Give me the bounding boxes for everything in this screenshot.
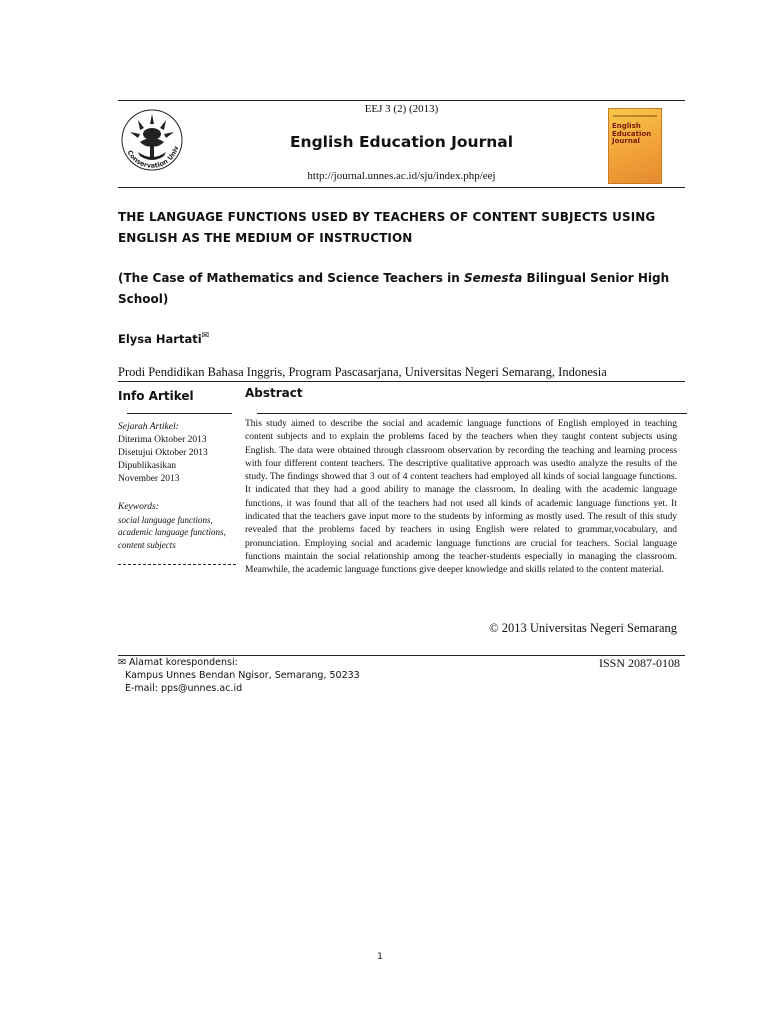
journal-issue: EEJ 3 (2) (2013)	[364, 103, 439, 115]
subtitle-part-2: Bilingual Senior High School)	[118, 271, 670, 306]
history-label: Sejarah Artikel:	[118, 422, 179, 432]
university-logo	[118, 104, 186, 184]
author-name	[118, 331, 209, 346]
envelope-icon: ✉	[118, 657, 126, 668]
info-label-rule	[127, 413, 232, 414]
article-history	[118, 421, 233, 486]
correspondence-address: Kampus Unnes Bendan Ngisor, Semarang, 50233	[125, 670, 360, 681]
section-rule-top	[118, 381, 685, 382]
issn-number: ISSN 2087-0108	[598, 656, 680, 670]
journal-title: English Education Journal	[289, 133, 514, 151]
article-subtitle	[118, 268, 688, 310]
author-affiliation: Prodi Pendidikan Bahasa Inggris, Program Pascasarjana, Universitas Negeri Semarang, Indonesia	[118, 365, 607, 379]
abstract-text: This study aimed to describe the social and academic language functions of English employed in teaching content subjects and to explain the problems faced by the teachers when they taught content subjects using English. The data were obtained through classroom observation by recording the teaching and learning process with four different content teachers. The descriptive qualitative approach was usedto analyze the results of the study. The findings showed that 3 out of 4 content teachers had employed all kinds of social language functions. It indicated that they had a good ability to manage the classroom. In dealing with the academic language functions, it was found that all of the teachers had not used all kinds of academic language functions yet. It indicated that the teachers gave input more to the students by informing as mostly used. The result of this study revealed that the problems faced by teachers in using English were related to grammar,vocabulary, and pronunciation. Employing social and academic language functions are crucial for teachers. Social language functions maintain the social relationship among the teacher-students especially in managing the classroom. Meanwhile, the academic language functions give deeper knowledge and skills related to the content material.	[245, 419, 677, 576]
abstract-label-rule	[257, 413, 687, 414]
published-label: Dipublikasikan	[118, 461, 177, 471]
correspondence-block	[118, 656, 360, 695]
published-date: November 2013	[118, 474, 180, 484]
keywords-label: Keywords:	[118, 502, 159, 512]
journal-cover-image	[608, 108, 662, 184]
abstract-heading: Abstract	[245, 386, 303, 400]
journal-url[interactable]: http://journal.unnes.ac.id/sju/index.php/eej	[307, 170, 496, 182]
keywords-divider	[118, 558, 236, 565]
header-bottom-rule	[118, 187, 685, 188]
approved-date: Disetujui Oktober 2013	[118, 448, 208, 458]
envelope-icon: ✉	[201, 331, 210, 341]
header-top-rule	[118, 100, 685, 101]
keywords-block	[118, 501, 233, 551]
author-text: Elysa Hartati	[118, 331, 202, 346]
keywords-list: social language functions, academic language functions, content subjects	[118, 514, 226, 550]
cover-title: English Education Journal	[612, 122, 652, 145]
page-number: 1	[377, 952, 383, 962]
received-date: Diterima Oktober 2013	[118, 435, 207, 445]
logo-text: Conservation Univ	[125, 144, 181, 170]
article-title: THE LANGUAGE FUNCTIONS USED BY TEACHERS OF CONTENT SUBJECTS USING ENGLISH AS THE MEDIUM OF INSTRUCTION	[118, 210, 656, 245]
correspondence-email[interactable]: E-mail: pps@unnes.ac.id	[125, 683, 243, 694]
subtitle-emphasis: Semesta	[463, 271, 523, 285]
info-artikel-heading: Info Artikel	[118, 389, 194, 403]
correspondence-label: Alamat korespondensi:	[129, 657, 238, 668]
copyright-notice: © 2013 Universitas Negeri Semarang	[489, 621, 677, 635]
subtitle-part-1: (The Case of Mathematics and Science Teachers in	[118, 271, 464, 285]
